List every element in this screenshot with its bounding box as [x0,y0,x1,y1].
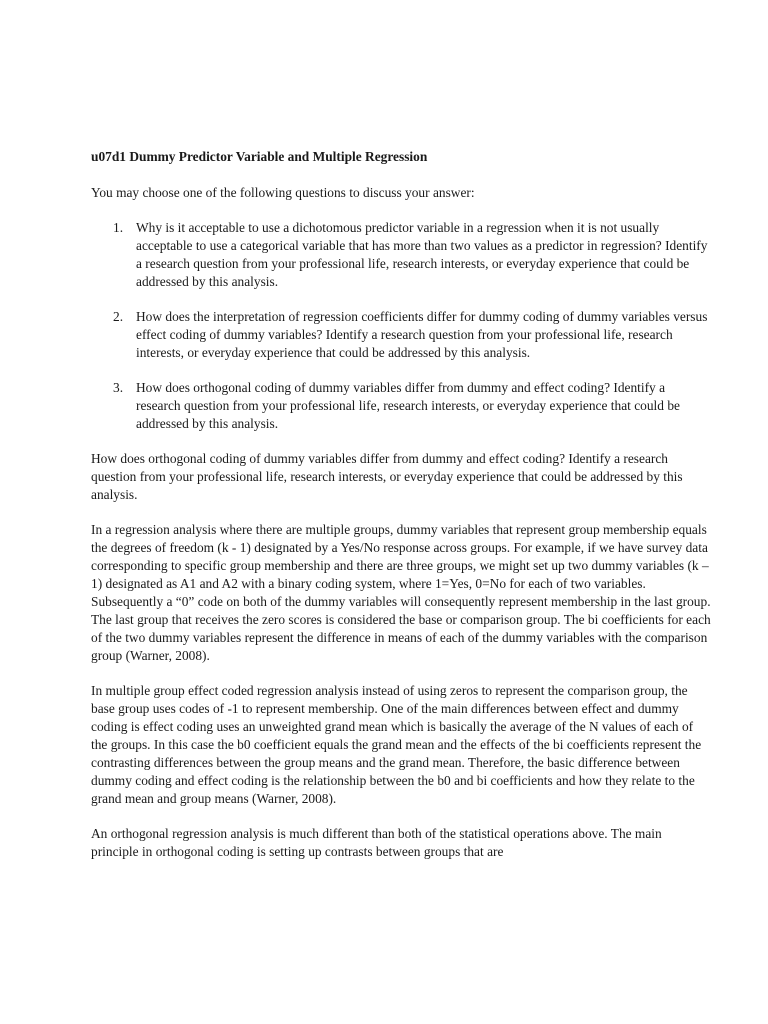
question-item [91,219,711,291]
body-paragraph: In a regression analysis where there are multiple groups, dummy variables that represent group membership equals the degrees of freedom (k - 1) designated by a Yes/No response across groups. For example, if we have survey data corresponding to specific group membership and there are three groups, we might set up two dummy variables (k – 1) designated as A1 and A2 with a binary coding system, where 1=Yes, 0=No for each of two variables. Subsequently a “0” code on both of the dummy variables will consequently represent membership in the last group. The last group that receives the zero scores is considered the base or comparison group. The bi coefficients for each of the two dummy variables represent the difference in means of each of the dummy variables with the comparison group (Warner, 2008). [91,522,711,663]
question-number: 2. [113,309,124,324]
question-item [91,379,711,433]
question-text: How does the interpretation of regression coefficients differ for dummy coding of dummy variables versus effect coding of dummy variables? Identify a research question from your professional life, research interests, or everyday experience that could be addressed by this analysis. [136,309,708,360]
intro-text: You may choose one of the following questions to discuss your answer: [91,185,475,200]
question-number: 3. [113,380,124,395]
question-list [91,219,711,433]
body-paragraph: In multiple group effect coded regression analysis instead of using zeros to represent the comparison group, the base group uses codes of -1 to represent membership. One of the main differences between effect and dummy coding is effect coding uses an unweighted grand mean which is basically the average of the N values of each of the groups. In this case the b0 coefficient equals the grand mean and the effects of the bi coefficients represent the contrasting differences between the group means and the grand mean. Therefore, the basic difference between dummy coding and effect coding is the relationship between the b0 and bi coefficients and how they relate to the grand mean and group means (Warner, 2008). [91,683,702,806]
question-item [91,308,711,362]
document-title: u07d1 Dummy Predictor Variable and Multiple Regression [91,149,428,164]
body-paragraph: How does orthogonal coding of dummy variables differ from dummy and effect coding? Identify a research question from your professional life, research interests, or everyday experience that could be addressed by this analysis. [91,451,683,502]
question-text: Why is it acceptable to use a dichotomous predictor variable in a regression when it is not usually acceptable to use a categorical variable that has more than two values as a predictor in regression? Identify a research question from your professional life, research interests, or everyday experience that could be addressed by this analysis. [136,220,708,289]
document-page [91,148,711,878]
question-number: 1. [113,220,124,235]
body-paragraph: An orthogonal regression analysis is much different than both of the statistical operations above. The main principle in orthogonal coding is setting up contrasts between groups that are [91,826,662,859]
question-text: How does orthogonal coding of dummy variables differ from dummy and effect coding? Identify a research question from your professional life, research interests, or everyday experience that could be addressed by this analysis. [136,380,680,431]
